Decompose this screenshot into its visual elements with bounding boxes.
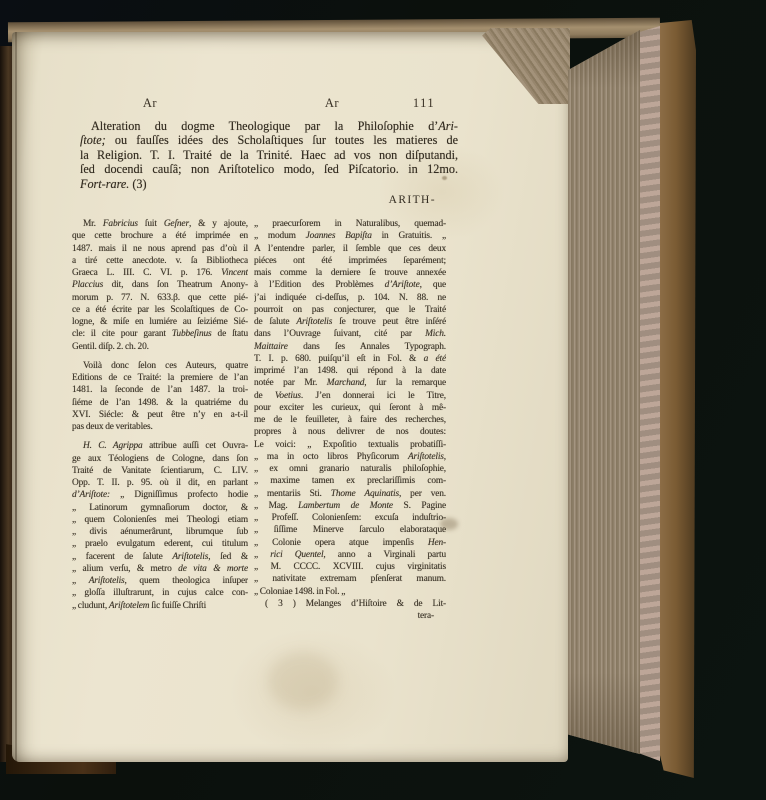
text-line: la Religion. T. I. Traité de la Trinité. Haec ad vos non diſputandi, — [80, 147, 458, 162]
text-line: ſiéme de l’an 1498. & la quatriéme du — [72, 397, 248, 408]
text-line: ( 3 ) Melanges d’Hiſtoire & de Lit- — [265, 598, 446, 609]
text-line: mais comme la derniere ſe trouve annexée — [254, 268, 446, 278]
text-line: „ Latinorum gymnaſiorum doctor, & — [72, 502, 248, 513]
text-line: „ Colonie opera atque impenſis Hen- — [254, 537, 446, 548]
text-line: à l’Edition des Problèmes d’Ariſtote, que — [254, 280, 446, 291]
running-title-center: Ar — [324, 96, 340, 110]
text-line: Editions de ce Traité: la premiere de l’an — [72, 373, 248, 383]
text-line: „ ſiſſime Minerve ſarculo elaborataque — [254, 525, 446, 536]
text-line: tera- — [417, 611, 434, 621]
text-line: H. C. Agrippa attribue auſſi cet Ouvra- — [83, 441, 248, 452]
text-line: „ nativitate extremam pſenſerat manum. — [254, 574, 446, 585]
text-line: ſed docendi cauſâ; non Ariſtotelico modo, ſed Piſcatorio. in 12mo. — [80, 162, 458, 177]
text-line: 1481. la ſeconde de l’an 1487. la troi- — [72, 385, 248, 396]
text-line: Graeca L. III. C. VI. p. 176. Vincent — [72, 268, 248, 278]
text-line: logne, & miſe en lumiére au ſeiziéme Sié- — [72, 317, 248, 327]
text-line: Le voici: „ Expoſitio textualis probatiſſi- — [254, 439, 446, 450]
book-page — [12, 32, 568, 762]
text-line: Mr. Fabricius ſuit Geſner, & y ajoute, — [83, 219, 248, 229]
book-fore-edge — [568, 30, 640, 760]
ink-smudge — [440, 518, 458, 530]
text-line: „ Mag. Lambertum de Monte S. Pagine — [254, 500, 446, 511]
text-line: „ Profeſſ. Colonienſem: excuſa induſtrio- — [254, 513, 446, 523]
text-line: pour exciter les curieux, qui ſeront à mê- — [254, 402, 446, 413]
text-line: „ mentariis Sti. Thome Aquinatis, per ven. — [254, 488, 446, 499]
text-line: „ praecurſorem in Naturalibus, quemad- — [254, 219, 446, 229]
text-line: propres à nous delivrer de nos doutes: — [254, 427, 446, 438]
text-line: 1487. mais il ne nous aprend pas d’où il — [72, 243, 248, 254]
text-line: Placcius dit, dans ſon Theatrum Anony- — [72, 280, 248, 291]
text-line: „ quem Colonienſes mei Theologi etiam — [72, 514, 248, 525]
text-line: a tiré cette anecdote. v. ſa Bibliotheca — [72, 255, 248, 266]
gutter-crease — [15, 32, 17, 762]
text-line: „ ma in octo libros Phyſicorum Ariſtotelis, — [254, 451, 446, 462]
text-line: notée par Mr. Marchand, ſur la remarque — [254, 378, 446, 389]
text-line: de Voetius. J’en donnerai ici le Titre, — [254, 390, 446, 401]
text-line: de ſalute Ariſtotelis ſe trouve peut être inſéré — [254, 317, 446, 327]
text-line: j’ai indiquée ci-deſſus, p. 104. N. 88. ne — [254, 292, 446, 303]
text-line: cle: il cite pour garant Tubbeſinus de ſtatu — [72, 329, 248, 340]
text-line: ce a été écrite par les Scolaſtiques de Co- — [72, 304, 248, 315]
text-line: „ ex omni granario naturalis philoſophie, — [254, 464, 446, 474]
paper-blemish — [442, 176, 447, 180]
catchword-arith: ARITH- — [388, 194, 436, 206]
text-column-left — [72, 218, 248, 612]
running-title-left: Ar — [142, 96, 158, 110]
fore-edge-marbled-strip — [640, 26, 660, 764]
paper-stain — [268, 652, 338, 710]
text-line: Fort-rare. (3) — [80, 176, 147, 191]
text-line: pas deux de veritables. — [72, 422, 153, 432]
text-line: Opp. T. II. p. 95. où il dit, en parlant — [72, 478, 248, 488]
text-line: „ rici Quentel, anno a Virginali partu — [254, 549, 446, 560]
running-header — [12, 96, 568, 112]
text-line: „ modum Joannes Bapiſta in Gratuitis. „ — [254, 231, 446, 242]
text-line: „ maxime tamen ex preclariſſimis com- — [254, 476, 446, 487]
text-line: „ alium verſu, & metro de vita & morte — [72, 563, 248, 574]
text-line: „ divis aénumerârunt, librumque ſub — [72, 527, 248, 537]
text-line: me de le feuilleter, à faire des recherches, — [254, 415, 446, 425]
text-line: pourroit on pas conjecturer, que le Traité — [254, 304, 446, 315]
text-line: dans l’Ouvrage ſuivant, cité par Mich. — [254, 329, 446, 340]
text-line: imprimé l’an 1498. qui répond à la date — [254, 366, 446, 376]
text-line: d’Ariſtote: „ Digniſſimus profecto hodie — [72, 490, 248, 501]
text-line: „ gloſſa illuſtrarunt, in cujus calce con- — [72, 588, 248, 599]
text-line: Alteration du dogme Theologique par la Philoſophie d’Ari- — [91, 119, 458, 133]
page-number: 111 — [412, 96, 436, 110]
text-line: ge aux Téologiens de Cologne, dans ſon — [72, 453, 248, 464]
text-line: A l’entendre parler, il ſemble que ces deux — [254, 243, 446, 254]
text-line: piéces ont été imprimées ſeparément; — [254, 255, 446, 266]
text-line: Traité de Vanitate ſcientiarum, C. LIV. — [72, 465, 248, 476]
text-line: XVI. Siécle: & peut être n’y en a-t-il — [72, 409, 248, 420]
text-line: que cette brochure a été imprimée en — [72, 231, 248, 242]
text-column-right — [254, 218, 446, 622]
text-line: Maittaire dans ſes Annales Typograph. — [254, 341, 446, 352]
text-line: ſtote; ou fauſſes idées des Scholaſtiques ſur toutes les matieres de — [80, 133, 458, 148]
text-line: „ Coloniae 1498. in Fol. „ — [254, 586, 346, 597]
text-line: „ Ariſtotelis, quem theologica inſuper — [72, 576, 248, 586]
entry-heading — [80, 119, 458, 191]
text-line: morum p. 77. N. 633.β. que cette pié- — [72, 292, 248, 303]
text-line: „ praelo evulgatum ederent, cui titulum — [72, 539, 248, 550]
text-line: „ M. CCCC. XCVIII. cujus virginitatis — [254, 562, 446, 572]
text-line: „ cludunt, Ariſtotelem ſic fuiſſe Chriſti — [72, 600, 207, 611]
text-line: T. I. p. 680. puiſqu’il eſt in Fol. & a été — [254, 353, 446, 364]
text-line: Voilà donc ſelon ces Auteurs, quatre — [83, 360, 248, 371]
book-right-cover — [660, 20, 696, 778]
text-line: „ facerent de ſalute Ariſtotelis, ſed & — [72, 551, 248, 562]
text-line: Gentil. diſp. 2. ch. 20. — [72, 341, 149, 352]
